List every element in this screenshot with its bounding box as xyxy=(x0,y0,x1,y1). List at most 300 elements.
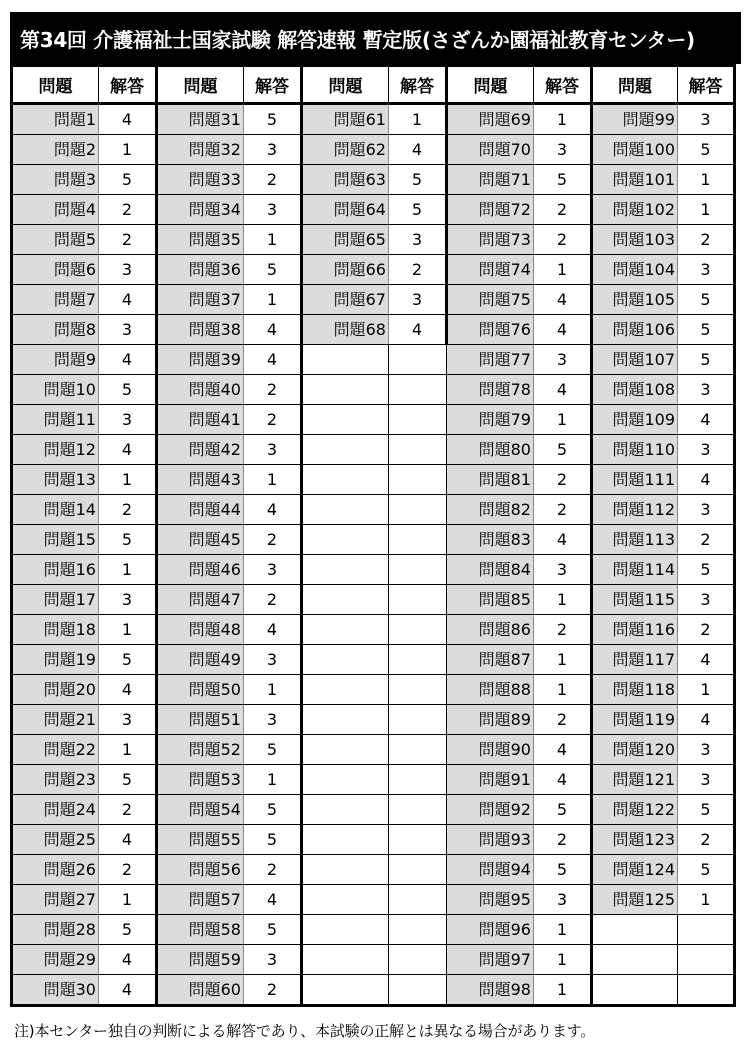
question-cell: 問題4 xyxy=(12,195,99,225)
question-cell: 問題100 xyxy=(592,135,678,165)
answer-cell: 3 xyxy=(678,104,735,135)
question-cell: 問題80 xyxy=(447,435,534,465)
question-cell: 問題49 xyxy=(157,645,244,675)
empty-cell xyxy=(302,825,389,855)
answer-cell: 4 xyxy=(244,495,302,525)
answer-cell: 5 xyxy=(244,795,302,825)
answer-cell: 5 xyxy=(678,855,735,885)
answer-cell: 1 xyxy=(389,104,447,135)
answer-cell: 3 xyxy=(99,405,157,435)
question-cell: 問題92 xyxy=(447,795,534,825)
answer-cell: 1 xyxy=(534,104,592,135)
answer-cell: 2 xyxy=(534,825,592,855)
answer-cell: 3 xyxy=(244,645,302,675)
answer-cell: 1 xyxy=(244,285,302,315)
answer-cell: 1 xyxy=(678,165,735,195)
question-cell: 問題20 xyxy=(12,675,99,705)
empty-cell xyxy=(389,795,447,825)
question-cell: 問題104 xyxy=(592,255,678,285)
question-cell: 問題73 xyxy=(447,225,534,255)
question-cell: 問題1 xyxy=(12,104,99,135)
answer-cell: 1 xyxy=(534,405,592,435)
table-row xyxy=(12,555,735,585)
empty-cell xyxy=(389,975,447,1006)
question-cell: 問題76 xyxy=(447,315,534,345)
answer-header: 解答 xyxy=(99,66,157,104)
question-cell: 問題113 xyxy=(592,525,678,555)
question-cell: 問題34 xyxy=(157,195,244,225)
answer-cell: 4 xyxy=(99,975,157,1006)
question-cell: 問題105 xyxy=(592,285,678,315)
table-row xyxy=(12,345,735,375)
question-cell: 問題5 xyxy=(12,225,99,255)
question-cell: 問題114 xyxy=(592,555,678,585)
empty-cell xyxy=(678,945,735,975)
answer-cell: 4 xyxy=(99,104,157,135)
empty-cell xyxy=(389,525,447,555)
empty-cell xyxy=(302,555,389,585)
answer-cell: 3 xyxy=(99,255,157,285)
question-cell: 問題18 xyxy=(12,615,99,645)
empty-cell xyxy=(678,915,735,945)
page-title: 第34回 介護福祉士国家試験 解答速報 暫定版(さざんか園福祉教育センター) xyxy=(10,12,741,64)
empty-cell xyxy=(389,855,447,885)
answer-cell: 4 xyxy=(244,615,302,645)
empty-cell xyxy=(389,735,447,765)
table-row xyxy=(12,525,735,555)
answer-cell: 1 xyxy=(534,975,592,1006)
answer-cell: 4 xyxy=(678,705,735,735)
answer-cell: 3 xyxy=(244,705,302,735)
question-cell: 問題60 xyxy=(157,975,244,1006)
answer-cell: 1 xyxy=(99,735,157,765)
table-row xyxy=(12,765,735,795)
question-cell: 問題48 xyxy=(157,615,244,645)
empty-cell xyxy=(592,975,678,1006)
question-cell: 問題22 xyxy=(12,735,99,765)
answer-cell: 4 xyxy=(389,315,447,345)
answer-cell: 4 xyxy=(678,465,735,495)
answer-cell: 5 xyxy=(389,195,447,225)
table-row xyxy=(12,465,735,495)
answer-cell: 5 xyxy=(678,135,735,165)
question-cell: 問題87 xyxy=(447,645,534,675)
question-cell: 問題8 xyxy=(12,315,99,345)
question-cell: 問題74 xyxy=(447,255,534,285)
answer-cell: 4 xyxy=(534,765,592,795)
answer-cell: 3 xyxy=(389,285,447,315)
question-cell: 問題35 xyxy=(157,225,244,255)
question-cell: 問題106 xyxy=(592,315,678,345)
question-cell: 問題119 xyxy=(592,705,678,735)
empty-cell xyxy=(302,855,389,885)
table-row xyxy=(12,315,735,345)
answer-cell: 5 xyxy=(244,735,302,765)
question-cell: 問題31 xyxy=(157,104,244,135)
question-cell: 問題101 xyxy=(592,165,678,195)
question-cell: 問題26 xyxy=(12,855,99,885)
question-cell: 問題79 xyxy=(447,405,534,435)
answer-cell: 2 xyxy=(99,495,157,525)
empty-cell xyxy=(302,405,389,435)
answer-cell: 3 xyxy=(678,375,735,405)
question-cell: 問題38 xyxy=(157,315,244,345)
answer-cell: 4 xyxy=(534,285,592,315)
answer-cell: 5 xyxy=(534,165,592,195)
question-cell: 問題88 xyxy=(447,675,534,705)
question-cell: 問題85 xyxy=(447,585,534,615)
question-cell: 問題77 xyxy=(447,345,534,375)
answer-cell: 1 xyxy=(99,615,157,645)
table-row xyxy=(12,495,735,525)
question-cell: 問題90 xyxy=(447,735,534,765)
answer-cell: 2 xyxy=(99,795,157,825)
question-cell: 問題32 xyxy=(157,135,244,165)
question-cell: 問題25 xyxy=(12,825,99,855)
empty-cell xyxy=(592,945,678,975)
question-cell: 問題30 xyxy=(12,975,99,1006)
answer-cell: 5 xyxy=(678,315,735,345)
answer-cell: 2 xyxy=(534,465,592,495)
question-cell: 問題70 xyxy=(447,135,534,165)
answer-cell: 3 xyxy=(678,585,735,615)
question-header: 問題 xyxy=(447,66,534,104)
answer-cell: 5 xyxy=(99,375,157,405)
table-row xyxy=(12,645,735,675)
question-cell: 問題21 xyxy=(12,705,99,735)
empty-cell xyxy=(302,645,389,675)
table-row xyxy=(12,104,735,135)
question-cell: 問題51 xyxy=(157,705,244,735)
answer-cell: 1 xyxy=(99,465,157,495)
empty-cell xyxy=(302,615,389,645)
answer-cell: 5 xyxy=(99,765,157,795)
question-cell: 問題112 xyxy=(592,495,678,525)
question-cell: 問題23 xyxy=(12,765,99,795)
answer-cell: 1 xyxy=(678,885,735,915)
question-cell: 問題108 xyxy=(592,375,678,405)
question-cell: 問題15 xyxy=(12,525,99,555)
answer-cell: 1 xyxy=(534,915,592,945)
table-row xyxy=(12,885,735,915)
answer-header: 解答 xyxy=(244,66,302,104)
question-cell: 問題93 xyxy=(447,825,534,855)
question-header: 問題 xyxy=(302,66,389,104)
question-cell: 問題68 xyxy=(302,315,389,345)
table-row xyxy=(12,195,735,225)
answer-cell: 1 xyxy=(99,135,157,165)
empty-cell xyxy=(302,915,389,945)
table-row xyxy=(12,825,735,855)
answer-cell: 2 xyxy=(99,855,157,885)
answer-cell: 5 xyxy=(678,555,735,585)
question-header: 問題 xyxy=(592,66,678,104)
question-cell: 問題82 xyxy=(447,495,534,525)
question-cell: 問題102 xyxy=(592,195,678,225)
table-row xyxy=(12,225,735,255)
question-cell: 問題94 xyxy=(447,855,534,885)
answer-cell: 3 xyxy=(534,345,592,375)
question-cell: 問題58 xyxy=(157,915,244,945)
question-cell: 問題89 xyxy=(447,705,534,735)
empty-cell xyxy=(389,765,447,795)
answer-cell: 2 xyxy=(678,225,735,255)
answer-cell: 3 xyxy=(389,225,447,255)
question-cell: 問題11 xyxy=(12,405,99,435)
question-cell: 問題44 xyxy=(157,495,244,525)
answer-cell: 5 xyxy=(678,795,735,825)
empty-cell xyxy=(302,435,389,465)
answer-cell: 5 xyxy=(99,165,157,195)
question-cell: 問題17 xyxy=(12,585,99,615)
answer-cell: 2 xyxy=(244,375,302,405)
question-cell: 問題43 xyxy=(157,465,244,495)
answer-cell: 4 xyxy=(99,285,157,315)
answer-cell: 3 xyxy=(678,435,735,465)
answer-cell: 2 xyxy=(678,825,735,855)
answer-cell: 3 xyxy=(244,135,302,165)
answer-cell: 3 xyxy=(678,735,735,765)
answer-cell: 3 xyxy=(534,135,592,165)
question-cell: 問題41 xyxy=(157,405,244,435)
empty-cell xyxy=(389,465,447,495)
answer-cell: 5 xyxy=(534,795,592,825)
answer-cell: 5 xyxy=(99,525,157,555)
table-row xyxy=(12,945,735,975)
table-row xyxy=(12,585,735,615)
answer-cell: 1 xyxy=(534,945,592,975)
answer-cell: 5 xyxy=(534,435,592,465)
question-cell: 問題96 xyxy=(447,915,534,945)
answer-header: 解答 xyxy=(534,66,592,104)
answer-cell: 1 xyxy=(244,225,302,255)
empty-cell xyxy=(302,945,389,975)
question-cell: 問題110 xyxy=(592,435,678,465)
answer-cell: 5 xyxy=(678,285,735,315)
answer-cell: 2 xyxy=(534,225,592,255)
question-cell: 問題86 xyxy=(447,615,534,645)
question-cell: 問題65 xyxy=(302,225,389,255)
answer-cell: 2 xyxy=(99,195,157,225)
table-row xyxy=(12,675,735,705)
question-cell: 問題2 xyxy=(12,135,99,165)
empty-cell xyxy=(389,945,447,975)
question-cell: 問題107 xyxy=(592,345,678,375)
answer-cell: 4 xyxy=(678,405,735,435)
answer-cell: 3 xyxy=(244,945,302,975)
empty-cell xyxy=(302,795,389,825)
question-cell: 問題98 xyxy=(447,975,534,1006)
empty-cell xyxy=(302,675,389,705)
question-cell: 問題117 xyxy=(592,645,678,675)
answer-cell: 2 xyxy=(99,225,157,255)
question-cell: 問題97 xyxy=(447,945,534,975)
question-header: 問題 xyxy=(12,66,99,104)
question-cell: 問題116 xyxy=(592,615,678,645)
question-cell: 問題27 xyxy=(12,885,99,915)
empty-cell xyxy=(389,915,447,945)
question-cell: 問題52 xyxy=(157,735,244,765)
answer-cell: 1 xyxy=(99,885,157,915)
header-row xyxy=(12,66,735,104)
table-row xyxy=(12,405,735,435)
answer-cell: 2 xyxy=(534,705,592,735)
answer-cell: 3 xyxy=(534,885,592,915)
answer-cell: 2 xyxy=(244,855,302,885)
question-cell: 問題55 xyxy=(157,825,244,855)
question-cell: 問題54 xyxy=(157,795,244,825)
question-cell: 問題42 xyxy=(157,435,244,465)
answer-cell: 4 xyxy=(99,825,157,855)
empty-cell xyxy=(302,375,389,405)
answer-cell: 3 xyxy=(678,255,735,285)
answer-cell: 5 xyxy=(244,255,302,285)
question-cell: 問題75 xyxy=(447,285,534,315)
empty-cell xyxy=(389,615,447,645)
empty-cell xyxy=(389,885,447,915)
answer-cell: 3 xyxy=(534,555,592,585)
answer-cell: 5 xyxy=(99,915,157,945)
question-cell: 問題99 xyxy=(592,104,678,135)
empty-cell xyxy=(389,585,447,615)
answer-cell: 1 xyxy=(678,675,735,705)
empty-cell xyxy=(389,435,447,465)
answer-cell: 3 xyxy=(99,705,157,735)
empty-cell xyxy=(592,915,678,945)
empty-cell xyxy=(302,975,389,1006)
question-header: 問題 xyxy=(157,66,244,104)
empty-cell xyxy=(302,585,389,615)
answer-cell: 1 xyxy=(534,585,592,615)
answer-cell: 4 xyxy=(389,135,447,165)
answer-body xyxy=(12,104,735,1006)
answer-cell: 4 xyxy=(99,345,157,375)
empty-cell xyxy=(389,345,447,375)
answer-cell: 2 xyxy=(678,525,735,555)
answer-table xyxy=(10,64,736,1007)
question-cell: 問題72 xyxy=(447,195,534,225)
empty-cell xyxy=(678,975,735,1006)
question-cell: 問題16 xyxy=(12,555,99,585)
question-cell: 問題47 xyxy=(157,585,244,615)
question-cell: 問題13 xyxy=(12,465,99,495)
answer-cell: 2 xyxy=(244,165,302,195)
answer-cell: 5 xyxy=(389,165,447,195)
answer-cell: 2 xyxy=(244,975,302,1006)
answer-cell: 3 xyxy=(678,765,735,795)
answer-cell: 4 xyxy=(534,315,592,345)
question-cell: 問題122 xyxy=(592,795,678,825)
question-cell: 問題59 xyxy=(157,945,244,975)
question-cell: 問題6 xyxy=(12,255,99,285)
question-cell: 問題28 xyxy=(12,915,99,945)
question-cell: 問題57 xyxy=(157,885,244,915)
table-row xyxy=(12,915,735,945)
answer-cell: 5 xyxy=(244,825,302,855)
question-cell: 問題115 xyxy=(592,585,678,615)
table-row xyxy=(12,135,735,165)
question-cell: 問題78 xyxy=(447,375,534,405)
question-cell: 問題64 xyxy=(302,195,389,225)
answer-cell: 4 xyxy=(534,735,592,765)
answer-cell: 4 xyxy=(534,525,592,555)
question-cell: 問題33 xyxy=(157,165,244,195)
empty-cell xyxy=(302,345,389,375)
empty-cell xyxy=(302,525,389,555)
empty-cell xyxy=(302,735,389,765)
table-row xyxy=(12,615,735,645)
table-row xyxy=(12,165,735,195)
table-row xyxy=(12,855,735,885)
answer-cell: 4 xyxy=(244,315,302,345)
table-row xyxy=(12,285,735,315)
question-cell: 問題66 xyxy=(302,255,389,285)
question-cell: 問題124 xyxy=(592,855,678,885)
question-cell: 問題46 xyxy=(157,555,244,585)
answer-cell: 2 xyxy=(534,495,592,525)
answer-cell: 1 xyxy=(244,765,302,795)
question-cell: 問題111 xyxy=(592,465,678,495)
answer-cell: 4 xyxy=(244,885,302,915)
answer-cell: 2 xyxy=(244,405,302,435)
question-cell: 問題3 xyxy=(12,165,99,195)
table-row xyxy=(12,435,735,465)
empty-cell xyxy=(302,765,389,795)
empty-cell xyxy=(389,375,447,405)
empty-cell xyxy=(302,885,389,915)
question-cell: 問題10 xyxy=(12,375,99,405)
empty-cell xyxy=(302,465,389,495)
question-cell: 問題19 xyxy=(12,645,99,675)
question-cell: 問題91 xyxy=(447,765,534,795)
question-cell: 問題123 xyxy=(592,825,678,855)
question-cell: 問題12 xyxy=(12,435,99,465)
table-row xyxy=(12,735,735,765)
answer-cell: 4 xyxy=(244,345,302,375)
answer-cell: 4 xyxy=(678,645,735,675)
question-cell: 問題118 xyxy=(592,675,678,705)
question-cell: 問題9 xyxy=(12,345,99,375)
answer-cell: 4 xyxy=(99,675,157,705)
question-cell: 問題69 xyxy=(447,104,534,135)
answer-cell: 1 xyxy=(678,195,735,225)
answer-cell: 1 xyxy=(244,465,302,495)
question-cell: 問題71 xyxy=(447,165,534,195)
question-cell: 問題37 xyxy=(157,285,244,315)
answer-cell: 5 xyxy=(534,855,592,885)
answer-header: 解答 xyxy=(678,66,735,104)
table-row xyxy=(12,795,735,825)
answer-cell: 1 xyxy=(244,675,302,705)
answer-cell: 1 xyxy=(534,675,592,705)
empty-cell xyxy=(389,825,447,855)
empty-cell xyxy=(389,405,447,435)
answer-cell: 2 xyxy=(678,615,735,645)
question-cell: 問題29 xyxy=(12,945,99,975)
question-cell: 問題109 xyxy=(592,405,678,435)
empty-cell xyxy=(302,705,389,735)
answer-cell: 2 xyxy=(389,255,447,285)
question-cell: 問題81 xyxy=(447,465,534,495)
question-cell: 問題56 xyxy=(157,855,244,885)
question-cell: 問題45 xyxy=(157,525,244,555)
question-cell: 問題62 xyxy=(302,135,389,165)
answer-cell: 3 xyxy=(244,195,302,225)
table-row xyxy=(12,375,735,405)
table-row xyxy=(12,255,735,285)
answer-cell: 3 xyxy=(244,435,302,465)
question-cell: 問題84 xyxy=(447,555,534,585)
